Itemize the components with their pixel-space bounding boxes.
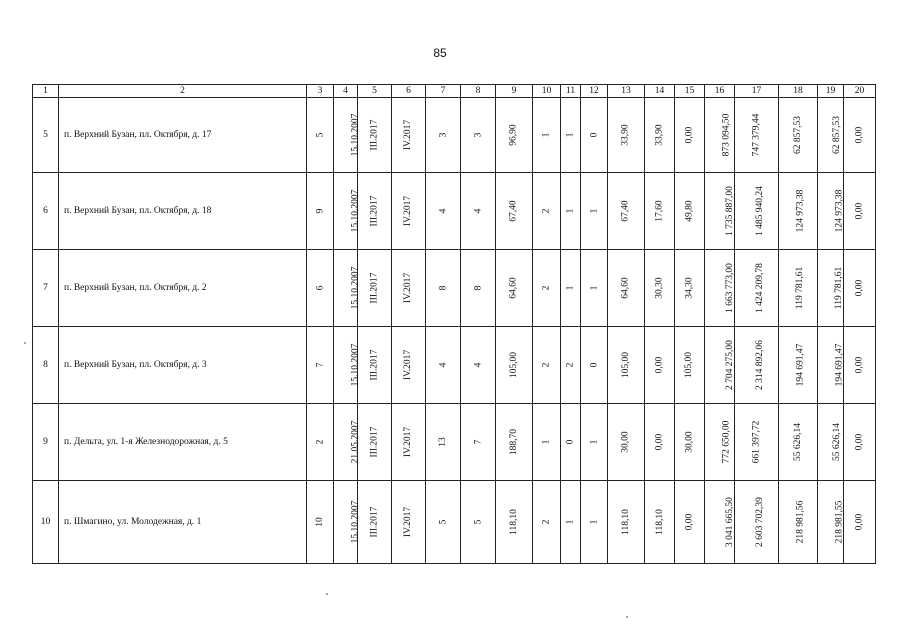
cell-text: 118,10 — [654, 509, 665, 535]
cell-col-7 — [426, 404, 461, 481]
cell-text: III.2017 — [369, 195, 380, 227]
cell-text: 8 — [473, 285, 483, 291]
cell-col-7 — [426, 173, 461, 250]
cell-text: 772 650,00 — [721, 420, 732, 464]
cell-text: III.2017 — [369, 506, 380, 538]
cell-text: 194 691,47 — [795, 343, 806, 387]
cell-col-14 — [645, 404, 675, 481]
cell-col-10 — [533, 250, 561, 327]
cell-col-15 — [675, 481, 705, 564]
cell-text: III.2017 — [369, 426, 380, 458]
cell-col-5 — [358, 481, 392, 564]
header-cell-1: 1 — [33, 85, 59, 98]
cell-col-20 — [844, 327, 876, 404]
cell-col-13 — [608, 98, 645, 173]
cell-text: 34,30 — [684, 277, 695, 299]
header-cell-6: 6 — [392, 85, 426, 98]
cell-col-18 — [779, 404, 818, 481]
cell-text: 0,00 — [854, 202, 865, 220]
cell-text: 1 735 887,00 — [724, 186, 735, 236]
cell-text: 0,00 — [854, 279, 865, 297]
cell-text: 105,00 — [509, 351, 519, 379]
cell-col-15 — [675, 327, 705, 404]
cell-text: 1 — [565, 208, 576, 214]
cell-col-16 — [705, 173, 735, 250]
cell-col-3 — [307, 98, 334, 173]
cell-text: 0,00 — [684, 126, 695, 144]
cell-text: 5 — [438, 519, 448, 525]
cell-text: 15.10.2007 — [350, 500, 361, 544]
scan-dot — [326, 593, 328, 595]
cell-text: 8 — [438, 285, 448, 291]
cell-col-10 — [533, 327, 561, 404]
cell-text: III.2017 — [369, 349, 380, 381]
cell-text: 118,10 — [621, 509, 631, 535]
cell-text: 62 857,53 — [793, 116, 803, 154]
cell-text: 64,60 — [509, 277, 519, 299]
cell-col-16 — [705, 404, 735, 481]
cell-col-2: п. Дельта, ул. 1-я Железнодорожная, д. 5 — [59, 404, 307, 481]
resettlement-table — [32, 84, 876, 564]
header-cell-11: 11 — [561, 85, 581, 98]
cell-col-1: 9 — [33, 404, 59, 481]
cell-col-14 — [645, 327, 675, 404]
scan-dot — [24, 342, 26, 344]
cell-text: 1 — [589, 519, 599, 525]
cell-col-1: 10 — [33, 481, 59, 564]
cell-text: 661 397,72 — [751, 420, 762, 464]
cell-col-11 — [561, 404, 581, 481]
cell-text: 96,90 — [509, 124, 519, 146]
cell-col-12 — [581, 173, 608, 250]
header-cell-12: 12 — [581, 85, 608, 98]
cell-text: 124 973,38 — [834, 189, 845, 233]
cell-col-20 — [844, 173, 876, 250]
cell-text: 1 — [541, 132, 552, 138]
cell-text: 4 — [438, 362, 448, 368]
cell-text: 118,10 — [509, 509, 519, 535]
cell-col-18 — [779, 173, 818, 250]
cell-col-4 — [334, 404, 361, 481]
cell-col-20 — [844, 481, 876, 564]
cell-col-19 — [818, 173, 844, 250]
page-number: 85 — [433, 46, 447, 60]
cell-col-13 — [608, 250, 645, 327]
cell-col-2: п. Верхний Бузан, пл. Октября, д. 17 — [59, 98, 307, 173]
cell-col-9 — [496, 98, 533, 173]
cell-col-3 — [307, 481, 334, 564]
cell-text: 15.10.2007 — [350, 113, 361, 157]
cell-col-3 — [307, 404, 334, 481]
cell-text: 67,40 — [621, 200, 631, 222]
cell-col-17 — [735, 481, 779, 564]
cell-text: 6 — [315, 285, 325, 291]
cell-text: IV.2017 — [403, 272, 414, 304]
cell-text: 2 — [541, 285, 552, 291]
cell-text: IV.2017 — [403, 506, 414, 538]
cell-col-11 — [561, 481, 581, 564]
header-cell-10: 10 — [533, 85, 561, 98]
cell-text: 30,00 — [621, 431, 631, 453]
cell-text: 10 — [315, 517, 325, 527]
cell-col-18 — [779, 481, 818, 564]
cell-col-1: 8 — [33, 327, 59, 404]
cell-text: 0,00 — [854, 356, 865, 374]
cell-text: 7 — [473, 439, 483, 445]
cell-text: IV.2017 — [403, 426, 414, 458]
cell-col-9 — [496, 250, 533, 327]
cell-text: 105,00 — [621, 351, 631, 379]
cell-col-12 — [581, 481, 608, 564]
cell-text: 0,00 — [654, 433, 665, 451]
cell-col-10 — [533, 481, 561, 564]
cell-text: 15.10.2007 — [350, 189, 361, 233]
cell-col-7 — [426, 481, 461, 564]
cell-col-16 — [705, 327, 735, 404]
table-row — [33, 173, 876, 250]
cell-text: 1 — [589, 285, 599, 291]
cell-text: 21.05.2007 — [350, 420, 361, 464]
cell-col-18 — [779, 327, 818, 404]
cell-text: IV.2017 — [403, 119, 414, 151]
table-row — [33, 404, 876, 481]
cell-text: 1 — [589, 439, 599, 445]
cell-text: 4 — [438, 208, 448, 214]
cell-col-16 — [705, 98, 735, 173]
table-row — [33, 98, 876, 173]
cell-col-15 — [675, 250, 705, 327]
cell-text: 17,60 — [654, 200, 665, 222]
cell-text: 13 — [438, 437, 448, 447]
cell-col-1: 7 — [33, 250, 59, 327]
cell-col-5 — [358, 250, 392, 327]
cell-text: 62 857,53 — [832, 116, 842, 154]
cell-text: 33,90 — [621, 124, 631, 146]
header-cell-7: 7 — [426, 85, 461, 98]
cell-text: 2 — [565, 362, 576, 368]
cell-col-13 — [608, 404, 645, 481]
cell-text: 0,00 — [854, 126, 865, 144]
cell-col-8 — [461, 173, 496, 250]
cell-text: 49,80 — [684, 200, 695, 222]
cell-text: 64,60 — [621, 277, 631, 299]
cell-text: 2 — [541, 519, 552, 525]
cell-col-2: п. Верхний Бузан, пл. Октября, д. 3 — [59, 327, 307, 404]
cell-col-9 — [496, 327, 533, 404]
cell-text: 105,00 — [684, 351, 695, 379]
cell-col-15 — [675, 404, 705, 481]
cell-text: 1 — [565, 519, 576, 525]
cell-col-12 — [581, 404, 608, 481]
cell-text: 67,40 — [509, 200, 519, 222]
cell-col-4 — [334, 327, 361, 404]
cell-col-10 — [533, 404, 561, 481]
cell-text: III.2017 — [369, 119, 380, 151]
cell-col-19 — [818, 250, 844, 327]
cell-text: 124 973,38 — [795, 189, 806, 233]
cell-col-15 — [675, 173, 705, 250]
cell-col-2: п. Верхний Бузан, пл. Октября, д. 2 — [59, 250, 307, 327]
cell-text: 2 — [315, 439, 325, 445]
header-cell-15: 15 — [675, 85, 705, 98]
cell-col-11 — [561, 250, 581, 327]
cell-text: IV.2017 — [403, 349, 414, 381]
header-cell-13: 13 — [608, 85, 645, 98]
cell-text: 218 981,56 — [795, 500, 806, 544]
cell-col-18 — [779, 250, 818, 327]
cell-col-12 — [581, 98, 608, 173]
cell-col-4 — [334, 250, 361, 327]
cell-text: 0,00 — [854, 513, 865, 531]
cell-text: 5 — [473, 519, 483, 525]
cell-text: 1 485 940,24 — [754, 186, 765, 236]
cell-col-8 — [461, 327, 496, 404]
cell-text: 0,00 — [854, 433, 865, 451]
cell-text: 2 — [541, 362, 552, 368]
cell-col-10 — [533, 173, 561, 250]
cell-col-12 — [581, 327, 608, 404]
cell-text: 3 — [473, 132, 483, 138]
cell-col-19 — [818, 98, 844, 173]
table-row — [33, 327, 876, 404]
cell-text: 55 626,14 — [793, 423, 803, 461]
cell-text: 1 424 209,78 — [754, 263, 765, 313]
header-cell-18: 18 — [779, 85, 818, 98]
cell-col-10 — [533, 98, 561, 173]
cell-col-8 — [461, 250, 496, 327]
cell-col-9 — [496, 404, 533, 481]
cell-col-17 — [735, 98, 779, 173]
cell-text: 30,00 — [684, 431, 695, 453]
cell-text: 3 041 665,50 — [724, 497, 735, 547]
cell-col-13 — [608, 481, 645, 564]
cell-text: 5 — [315, 132, 325, 138]
cell-text: 2 603 702,39 — [754, 497, 765, 547]
cell-col-20 — [844, 404, 876, 481]
cell-col-11 — [561, 98, 581, 173]
cell-text: 3 — [438, 132, 448, 138]
cell-col-14 — [645, 98, 675, 173]
header-cell-8: 8 — [461, 85, 496, 98]
cell-col-7 — [426, 250, 461, 327]
cell-col-5 — [358, 404, 392, 481]
cell-text: 0,00 — [684, 513, 695, 531]
cell-text: 4 — [473, 208, 483, 214]
cell-text: 0,00 — [654, 356, 665, 374]
cell-col-14 — [645, 250, 675, 327]
cell-col-8 — [461, 98, 496, 173]
header-cell-14: 14 — [645, 85, 675, 98]
cell-text: IV.2017 — [403, 195, 414, 227]
cell-text: 30,30 — [654, 277, 665, 299]
cell-text: 188,70 — [509, 428, 519, 456]
cell-text: 2 314 892,06 — [754, 340, 765, 390]
cell-text: 1 — [541, 439, 552, 445]
cell-col-7 — [426, 327, 461, 404]
cell-col-5 — [358, 98, 392, 173]
cell-text: 218 981,55 — [834, 500, 845, 544]
cell-text: 15.10.2007 — [350, 266, 361, 310]
cell-col-7 — [426, 98, 461, 173]
cell-text: 0 — [589, 132, 599, 138]
cell-col-4 — [334, 98, 361, 173]
cell-col-16 — [705, 250, 735, 327]
cell-col-5 — [358, 173, 392, 250]
cell-col-3 — [307, 327, 334, 404]
header-cell-19: 19 — [818, 85, 844, 98]
header-row — [33, 85, 876, 98]
header-cell-16: 16 — [705, 85, 735, 98]
cell-text: 119 781,61 — [834, 266, 845, 310]
cell-text: III.2017 — [369, 272, 380, 304]
cell-text: 194 691,47 — [834, 343, 845, 387]
cell-text: 873 094,50 — [721, 113, 732, 157]
cell-text: 2 — [541, 208, 552, 214]
cell-col-6 — [392, 250, 426, 327]
cell-col-5 — [358, 327, 392, 404]
cell-col-17 — [735, 404, 779, 481]
header-cell-3: 3 — [307, 85, 334, 98]
cell-text: 1 — [565, 132, 576, 138]
cell-col-9 — [496, 173, 533, 250]
cell-text: 1 — [565, 285, 576, 291]
cell-text: 55 626,14 — [832, 423, 842, 461]
cell-col-3 — [307, 173, 334, 250]
header-cell-20: 20 — [844, 85, 876, 98]
cell-col-8 — [461, 481, 496, 564]
header-cell-4: 4 — [334, 85, 358, 98]
cell-text: 119 781,61 — [795, 266, 806, 310]
cell-col-14 — [645, 481, 675, 564]
cell-col-1: 6 — [33, 173, 59, 250]
cell-col-6 — [392, 173, 426, 250]
table-row — [33, 481, 876, 564]
cell-text: 2 704 275,00 — [724, 340, 735, 390]
header-cell-9: 9 — [496, 85, 533, 98]
header-cell-2: 2 — [59, 85, 307, 98]
cell-col-18 — [779, 98, 818, 173]
cell-col-17 — [735, 250, 779, 327]
cell-col-3 — [307, 250, 334, 327]
cell-col-17 — [735, 173, 779, 250]
cell-text: 7 — [315, 362, 325, 368]
cell-col-13 — [608, 173, 645, 250]
header-cell-17: 17 — [735, 85, 779, 98]
cell-text: 1 — [589, 208, 599, 214]
cell-col-2: п. Верхний Бузан, пл. Октября, д. 18 — [59, 173, 307, 250]
cell-text: 4 — [473, 362, 483, 368]
cell-text: 33,90 — [654, 124, 665, 146]
cell-col-19 — [818, 404, 844, 481]
cell-col-6 — [392, 481, 426, 564]
cell-col-9 — [496, 481, 533, 564]
cell-text: 9 — [315, 208, 325, 214]
cell-col-6 — [392, 404, 426, 481]
cell-col-4 — [334, 173, 361, 250]
cell-text: 15.10.2007 — [350, 343, 361, 387]
cell-col-19 — [818, 481, 844, 564]
table-row — [33, 250, 876, 327]
cell-col-13 — [608, 327, 645, 404]
cell-text: 1 663 773,00 — [724, 263, 735, 313]
cell-col-19 — [818, 327, 844, 404]
cell-col-6 — [392, 327, 426, 404]
cell-col-14 — [645, 173, 675, 250]
cell-text: 0 — [589, 362, 599, 368]
cell-col-15 — [675, 98, 705, 173]
cell-col-6 — [392, 98, 426, 173]
cell-col-11 — [561, 327, 581, 404]
cell-col-8 — [461, 404, 496, 481]
cell-col-16 — [705, 481, 735, 564]
header-cell-5: 5 — [358, 85, 392, 98]
cell-text: 0 — [565, 439, 576, 445]
cell-col-20 — [844, 98, 876, 173]
cell-col-12 — [581, 250, 608, 327]
cell-col-2: п. Шмагино, ул. Молодежная, д. 1 — [59, 481, 307, 564]
cell-col-1: 5 — [33, 98, 59, 173]
cell-col-17 — [735, 327, 779, 404]
cell-col-11 — [561, 173, 581, 250]
cell-text: 747 379,44 — [751, 113, 762, 157]
cell-col-20 — [844, 250, 876, 327]
scan-dot — [626, 616, 628, 618]
cell-col-4 — [334, 481, 361, 564]
